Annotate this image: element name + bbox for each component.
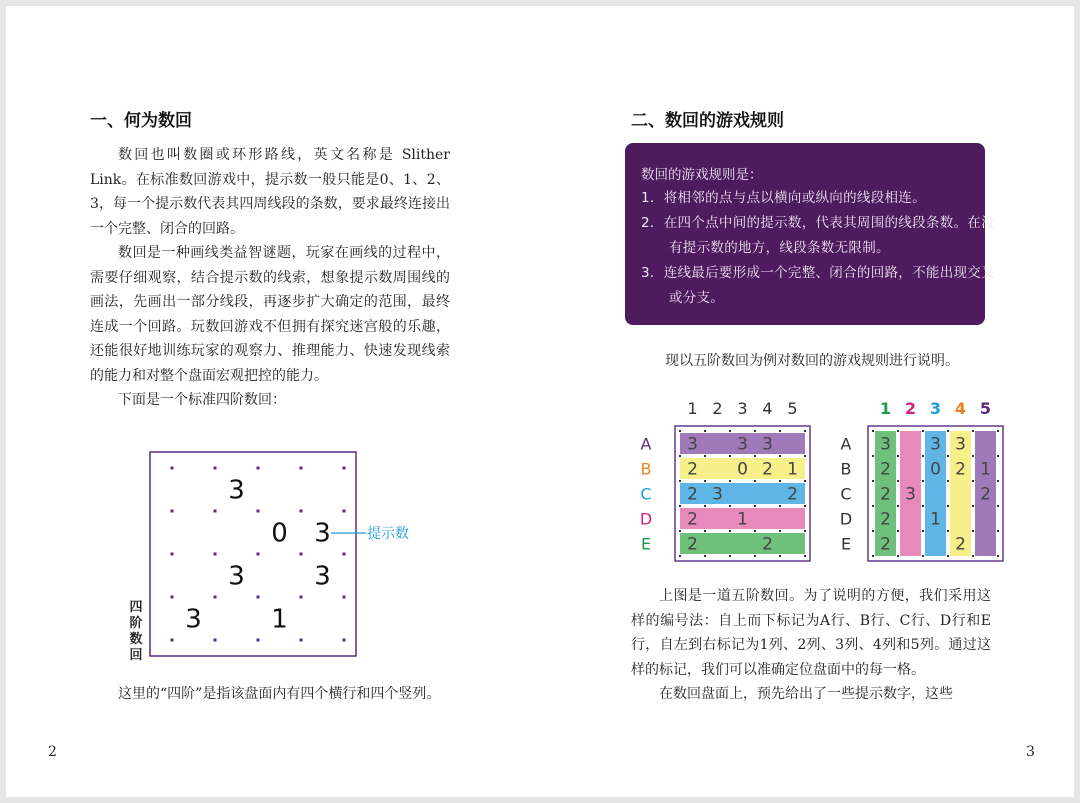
paragraph-description: 数回是一种画线类益智谜题，玩家在画线的过程中，需要仔细观察，结合提示数的线索，想象提示数周围线的画法，先画出一部分线段，再逐步扩大确定的范围，最终连成一个回路。玩数回游戏不但拥有探究迷宫般的乐趣，还能很好地训练玩家的观察力、推理能力、快速发现线索的能力和对整个盘面宏观把控的能力。	[90, 245, 450, 384]
right-page	[540, 6, 1074, 797]
grid-dot	[171, 639, 174, 642]
callout-label: 提示数	[367, 526, 409, 542]
diagram-frame	[150, 452, 356, 656]
grid-dot	[171, 467, 174, 470]
clue-number: 3	[185, 604, 202, 635]
rules-title: 数回的游戏规则是：	[641, 167, 763, 183]
grid-clue: 1	[930, 509, 941, 530]
row-label-colored: C	[640, 484, 652, 504]
grid-dot	[343, 596, 346, 599]
rule-3: 3．连线最后要形成一个完整、闭合的回路，不能出现交叉或分支。	[641, 265, 995, 306]
book-spread	[6, 6, 1074, 797]
grid-dot	[704, 555, 706, 557]
grid-clue: 2	[762, 534, 773, 555]
grid-dot	[947, 480, 949, 482]
grid-dot	[704, 480, 706, 482]
four-order-diagram	[116, 446, 436, 676]
grid-dot	[922, 505, 924, 507]
grid-dot	[343, 510, 346, 513]
grid-dot	[754, 480, 756, 482]
row-label: A	[840, 434, 852, 454]
left-body	[90, 143, 450, 413]
grid-dot	[257, 510, 260, 513]
grid-dot	[704, 505, 706, 507]
grid-clue: 3	[687, 434, 698, 455]
clue-number: 3	[314, 518, 331, 549]
grid-dot	[214, 553, 217, 556]
grid-dot	[729, 530, 731, 532]
grid-dot	[897, 530, 899, 532]
paragraph-example-intro: 下面是一个标准四阶数回：	[118, 392, 286, 408]
grid-clue: 3	[762, 434, 773, 455]
grid-dot	[922, 480, 924, 482]
grid-dot	[997, 430, 999, 432]
grid-dot	[679, 480, 681, 482]
grid-dot	[679, 505, 681, 507]
grid-dot	[257, 596, 260, 599]
rules-box	[625, 143, 995, 325]
grid-dot	[972, 555, 974, 557]
grid-dot	[897, 505, 899, 507]
column-label: 3	[737, 399, 748, 418]
grid-dot	[729, 480, 731, 482]
grid-dot	[171, 553, 174, 556]
grid-clue: 2	[880, 484, 891, 505]
grid-dot	[972, 505, 974, 507]
grid-dot	[679, 430, 681, 432]
grid-dot	[872, 505, 874, 507]
grid-dot	[300, 553, 303, 556]
row-label: C	[840, 484, 852, 504]
grid-dot	[804, 505, 806, 507]
grid-clue: 0	[930, 459, 941, 480]
grid-dot	[257, 467, 260, 470]
grid-clue: 2	[880, 509, 891, 530]
grid-dot	[257, 639, 260, 642]
grid-dot	[897, 555, 899, 557]
column-label-colored: 3	[929, 399, 942, 418]
grid-dot	[947, 430, 949, 432]
grid-dot	[804, 455, 806, 457]
grid-dot	[754, 505, 756, 507]
row-label-colored: B	[640, 459, 652, 479]
row-label-colored: E	[640, 534, 652, 554]
grid-dot	[872, 530, 874, 532]
row-label: D	[839, 509, 853, 529]
grid-clue: 2	[762, 459, 773, 480]
column-label-colored: 1	[879, 399, 892, 418]
grid-dot	[922, 530, 924, 532]
grid-dot	[947, 530, 949, 532]
grid-dot	[804, 530, 806, 532]
row-label: B	[840, 459, 852, 479]
grid-clue: 1	[980, 459, 991, 480]
grid-dot	[922, 430, 924, 432]
grid-dot	[300, 596, 303, 599]
grid-clue: 2	[687, 534, 698, 555]
grid-dot	[897, 455, 899, 457]
grid-dot	[704, 430, 706, 432]
grid-dot	[754, 430, 756, 432]
grid-dot	[679, 455, 681, 457]
grid-dot	[804, 430, 806, 432]
column-label: 2	[712, 399, 723, 418]
paragraph-grid-intro: 现以五阶数回为例对数回的游戏规则进行说明。	[665, 353, 959, 369]
grid-clue: 2	[687, 484, 698, 505]
grid-dot	[257, 553, 260, 556]
clue-number: 1	[271, 604, 288, 635]
grid-dot	[729, 505, 731, 507]
grid-dot	[171, 596, 174, 599]
grid-dot	[779, 480, 781, 482]
grid-dot	[922, 455, 924, 457]
row-label-colored: D	[639, 509, 653, 529]
grid-clue: 2	[687, 459, 698, 480]
grid-dot	[300, 639, 303, 642]
grid-clue: 3	[930, 434, 941, 455]
clue-number: 0	[271, 518, 288, 549]
grid-dot	[872, 430, 874, 432]
grid-dot	[779, 430, 781, 432]
grid-dot	[729, 455, 731, 457]
section-heading-1: 一、何为数回	[90, 111, 192, 131]
left-page	[6, 6, 540, 797]
grid-clue: 2	[687, 509, 698, 530]
grid-clue: 3	[712, 484, 723, 505]
column-label-colored: 5	[979, 399, 992, 418]
grid-dot	[754, 455, 756, 457]
grid-dot	[997, 480, 999, 482]
grid-clue: 3	[905, 484, 916, 505]
clue-number: 3	[228, 475, 245, 506]
grid-dot	[947, 505, 949, 507]
grid-dot	[300, 510, 303, 513]
five-order-grids	[630, 389, 1030, 569]
grid-dot	[779, 455, 781, 457]
grid-clue: 3	[955, 434, 966, 455]
grid-dot	[972, 530, 974, 532]
grid-dot	[343, 467, 346, 470]
diagram-side-label: 四阶数回	[129, 600, 143, 663]
grid-clue: 3	[737, 434, 748, 455]
grid-dot	[704, 455, 706, 457]
section-heading-2: 二、数回的游戏规则	[631, 111, 784, 131]
grid-clue: 2	[980, 484, 991, 505]
grid-dot	[214, 467, 217, 470]
grid-dot	[997, 455, 999, 457]
row-band	[680, 533, 805, 554]
grid-dot	[779, 505, 781, 507]
grid-dot	[972, 455, 974, 457]
grid-dot	[171, 510, 174, 513]
grid-clue: 2	[955, 459, 966, 480]
grid-dot	[947, 455, 949, 457]
grid-clue: 2	[880, 459, 891, 480]
column-label: 1	[687, 399, 698, 418]
grid-dot	[872, 480, 874, 482]
paragraph-numbering: 上图是一道五阶数回。为了说明的方便，我们采用这样的编号法：自上而下标记为A行、B行、C行、D行和E行，自左到右标记为1列、2列、3列、4列和5列。通过这样的标记，我们可以准确定位盘面中的每一格。	[631, 588, 991, 678]
paragraph-intro: 数回也叫数圈或环形路线，英文名称是 Slither Link。在标准数回游戏中，提示数一般只能是0、1、2、3，每一个提示数代表其四周线段的条数，要求最终连接出一个完整、闭合的回路。	[90, 147, 450, 237]
grid-dot	[214, 510, 217, 513]
grid-dot	[679, 530, 681, 532]
grid-dot	[729, 555, 731, 557]
rule-2: 2．在四个点中间的提示数，代表其周围的线段条数。在没有提示数的地方，线段条数无限制。	[641, 215, 995, 256]
grid-dot	[679, 555, 681, 557]
row-label: E	[840, 534, 852, 554]
row-label-colored: A	[640, 434, 652, 454]
grid-dot	[343, 639, 346, 642]
paragraph-continuation: 在数回盘面上，预先给出了一些提示数字，这些	[659, 686, 953, 702]
grid-dot	[972, 480, 974, 482]
grid-dot	[804, 480, 806, 482]
page-number-right: 3	[1026, 744, 1035, 760]
paragraph-closing: 这里的“四阶”是指该盘面内有四个横行和四个竖列。	[118, 686, 441, 702]
grid-clue: 3	[880, 434, 891, 455]
column-label-colored: 2	[904, 399, 917, 418]
clue-number: 3	[228, 561, 245, 592]
clue-number: 3	[314, 561, 331, 592]
grid-dot	[779, 555, 781, 557]
grid-dot	[214, 596, 217, 599]
grid-dot	[872, 555, 874, 557]
grid-dot	[754, 530, 756, 532]
right-body	[631, 584, 991, 707]
grid-dot	[997, 530, 999, 532]
grid-clue: 2	[880, 534, 891, 555]
grid-dot	[704, 530, 706, 532]
grid-clue: 2	[787, 484, 798, 505]
grid-clue: 1	[787, 459, 798, 480]
grid-dot	[997, 555, 999, 557]
grid-dot	[947, 555, 949, 557]
column-label: 4	[762, 399, 773, 418]
grid-dot	[897, 480, 899, 482]
grid-dot	[897, 430, 899, 432]
grid-clue: 0	[737, 459, 748, 480]
grid-dot	[922, 555, 924, 557]
grid-clue: 2	[955, 534, 966, 555]
grid-dot	[972, 430, 974, 432]
grid-dot	[300, 467, 303, 470]
grid-dot	[754, 555, 756, 557]
rule-1: 1．将相邻的点与点以横向或纵向的线段相连。	[641, 190, 926, 206]
grid-dot	[729, 430, 731, 432]
grid-dot	[872, 455, 874, 457]
grid-dot	[804, 555, 806, 557]
grid-dot	[214, 639, 217, 642]
grid-clue: 1	[737, 509, 748, 530]
grid-dot	[343, 553, 346, 556]
grid-dot	[997, 505, 999, 507]
page-number-left: 2	[48, 744, 57, 760]
column-label: 5	[787, 399, 798, 418]
grid-dot	[779, 530, 781, 532]
column-label-colored: 4	[954, 399, 967, 418]
